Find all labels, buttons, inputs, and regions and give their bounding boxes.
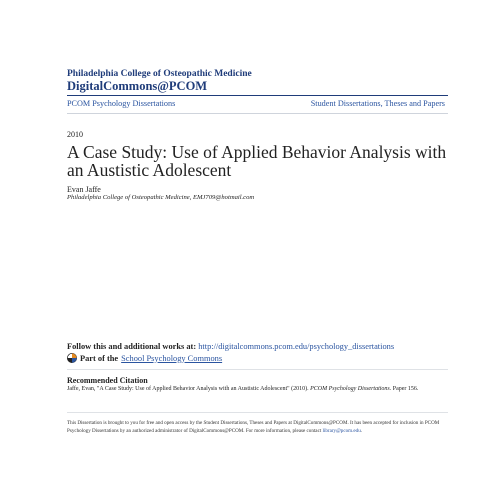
network-icon (67, 353, 77, 363)
nav-divider (67, 113, 448, 114)
citation-paper: Paper 156. (392, 386, 419, 392)
citation-heading: Recommended Citation (67, 376, 148, 385)
contact-email-link[interactable]: library@pcom.edu (322, 428, 361, 434)
citation-main: Jaffe, Evan, "A Case Study: Use of Applied Behavior Analysis with an Austistic Adolescent" (2010). (67, 386, 309, 392)
citation-text (67, 385, 447, 393)
school-psychology-commons-link[interactable]: School Psychology Commons (121, 353, 223, 363)
part-of-label: Part of the (80, 353, 119, 363)
citation-divider (67, 369, 448, 370)
document-title: A Case Study: Use of Applied Behavior Analysis with an Austistic Adolescent (67, 142, 447, 180)
footer-divider (67, 412, 448, 413)
follow-line (67, 342, 394, 351)
follow-url-link[interactable]: http://digitalcommons.pcom.edu/psychology_dissertations (198, 342, 395, 351)
footer-note-end: . (360, 428, 363, 434)
collection-link[interactable]: PCOM Psychology Dissertations (67, 99, 176, 108)
author-affiliation: Philadelphia College of Osteopathic Medicine, EMJ709@hotmail.com (67, 194, 255, 201)
follow-label: Follow this and additional works at: (67, 342, 197, 351)
repository-name-link[interactable]: DigitalCommons@PCOM (67, 79, 208, 93)
header-divider (67, 95, 448, 96)
parent-collection-link[interactable]: Student Dissertations, Theses and Papers (310, 99, 445, 108)
publication-year: 2010 (67, 130, 83, 139)
footer-note-text: This Dissertation is brought to you for free and open access by the Student Dissertations, Theses and Papers at DigitalCommons@PCOM. It has been accepted for inclusion in PCOM Psychology Dissertations by an authorized administrator of DigitalCommons@PCOM. For more information, please contact (67, 420, 440, 434)
author-name: Evan Jaffe (67, 185, 101, 194)
footer-note (67, 419, 447, 435)
institution-name: Philadelphia College of Osteopathic Medicine (67, 69, 252, 79)
citation-series: PCOM Psychology Dissertations. (310, 386, 392, 392)
part-of-line (67, 353, 222, 363)
